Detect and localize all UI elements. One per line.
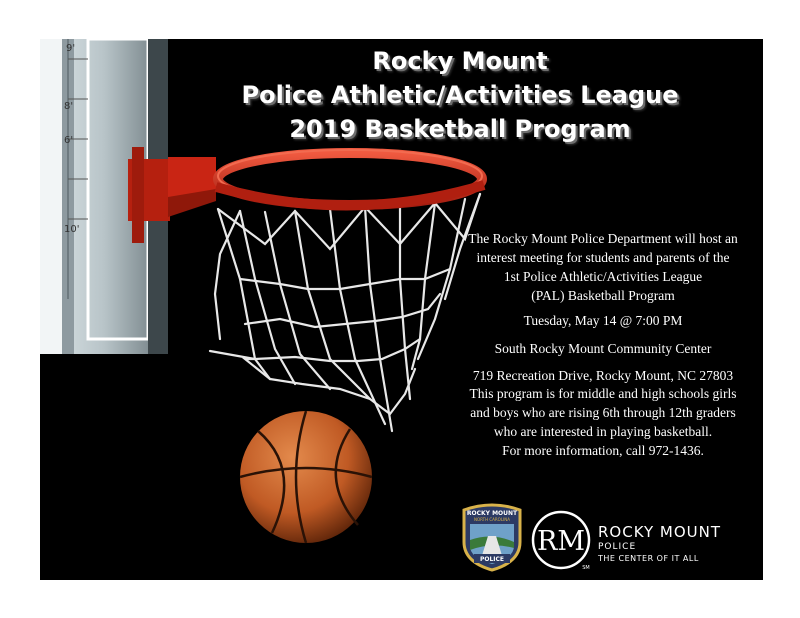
backboard-mark: 8' — [64, 101, 74, 112]
rm-monogram-icon — [530, 509, 592, 571]
event-venue: South Rocky Mount Community Center — [494, 341, 712, 356]
event-date: Tuesday, May 14 @ 7:00 PM — [523, 313, 683, 328]
police-badge-icon — [460, 502, 524, 572]
intro-paragraph — [444, 229, 762, 305]
basketball — [240, 411, 372, 543]
service-mark: SM — [582, 565, 590, 571]
net — [210, 194, 480, 431]
rim-bracket — [128, 147, 216, 243]
details-line: This program is for middle and high schools girls — [469, 386, 737, 401]
brand-tagline: THE CENTER OF IT ALL — [598, 554, 699, 563]
flyer — [40, 39, 763, 580]
badge-top-text: ROCKY MOUNT — [466, 510, 518, 517]
backboard-mark: 9' — [66, 43, 76, 54]
intro-line: 1st Police Athletic/Activities League — [503, 269, 703, 284]
badge-sub-text: NORTH CAROLINA — [474, 517, 510, 522]
intro-line: The Rocky Mount Police Department will host an — [468, 231, 738, 246]
details-block — [444, 384, 762, 460]
intro-line: (PAL) Basketball Program — [531, 288, 675, 303]
event-address: 719 Recreation Drive, Rocky Mount, NC 27803 — [472, 368, 734, 383]
details-line: and boys who are rising 6th through 12th graders — [470, 405, 736, 420]
title-line-1: Rocky Mount — [372, 47, 548, 75]
brand-police: POLICE — [598, 542, 637, 552]
badge-bottom-text: POLICE — [479, 556, 505, 563]
backboard-mark: 10' — [64, 224, 80, 235]
backboard-mark: 6' — [64, 135, 74, 146]
title-line-3: 2019 Basketball Program — [289, 115, 631, 143]
title-line-2: Police Athletic/Activities League — [241, 81, 679, 109]
details-line: For more information, call 972-1436. — [502, 443, 704, 458]
brand-name: ROCKY MOUNT — [598, 523, 722, 541]
monogram-text: RM — [537, 526, 585, 557]
details-line: who are interested in playing basketball. — [493, 424, 713, 439]
intro-line: interest meeting for students and parents of the — [476, 250, 730, 265]
rim — [216, 150, 484, 206]
